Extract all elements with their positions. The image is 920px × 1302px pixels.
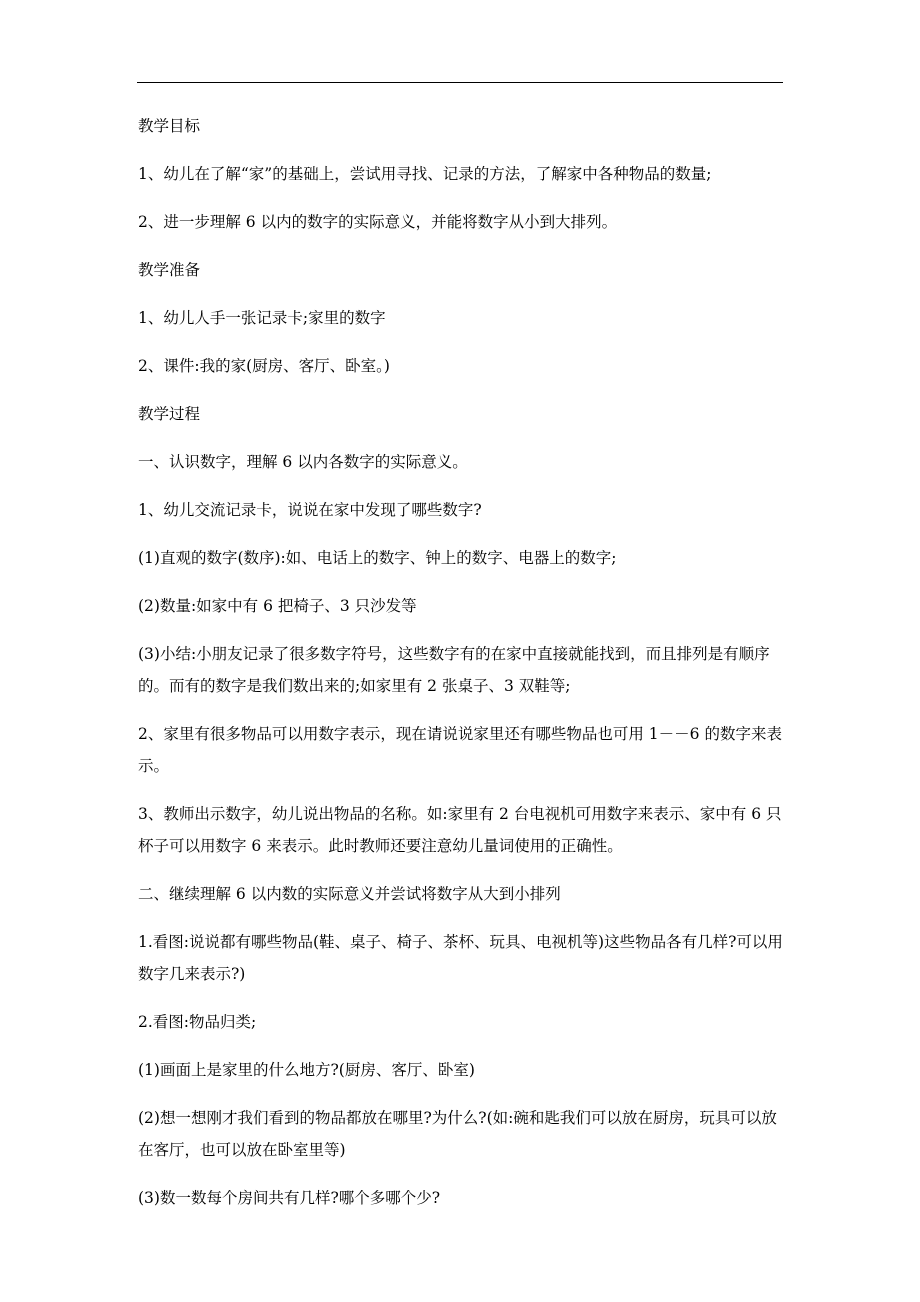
paragraph: 3、教师出示数字，幼儿说出物品的名称。如:家里有 2 台电视机可用数字来表示、家中有 6 只杯子可以用数字 6 来表示。此时教师还要注意幼儿量词使用的正确性。	[138, 805, 782, 855]
paragraph: 一、认识数字，理解 6 以内各数字的实际意义。	[138, 453, 468, 471]
paragraph: 2.看图:物品归类;	[138, 1013, 257, 1031]
paragraph: 1.看图:说说都有哪些物品(鞋、桌子、椅子、茶杯、玩具、电视机等)这些物品各有几样?可以用数字几来表示?)	[138, 933, 783, 983]
paragraph: 二、继续理解 6 以内数的实际意义并尝试将数字从大到小排列	[138, 885, 561, 903]
paragraph: (1)直观的数字(数序):如、电话上的数字、钟上的数字、电器上的数字;	[138, 549, 617, 567]
heading-teaching-goals: 教学目标	[138, 117, 201, 135]
paragraph: 1、幼儿交流记录卡，说说在家中发现了哪些数字?	[138, 501, 482, 519]
paragraph: (2)想一想刚才我们看到的物品都放在哪里?为什么?(如:碗和匙我们可以放在厨房，玩具可以放在客厅，也可以放在卧室里等)	[138, 1109, 777, 1159]
paragraph: 2、进一步理解 6 以内的数字的实际意义，并能将数字从小到大排列。	[138, 213, 618, 231]
paragraph: 1、幼儿在了解“家”的基础上，尝试用寻找、记录的方法，了解家中各种物品的数量;	[138, 165, 712, 183]
heading-teaching-preparation: 教学准备	[138, 261, 201, 279]
paragraph: 2、课件:我的家(厨房、客厅、卧室。)	[138, 357, 390, 375]
paragraph: (2)数量:如家中有 6 把椅子、3 只沙发等	[138, 597, 417, 615]
paragraph: 1、幼儿人手一张记录卡;家里的数字	[138, 309, 386, 327]
paragraph: (3)数一数每个房间共有几样?哪个多哪个少?	[138, 1189, 441, 1207]
document-body	[138, 110, 784, 1230]
paragraph: 2、家里有很多物品可以用数字表示，现在请说说家里还有哪些物品也可用 1－－6 的数字来表示。	[138, 725, 782, 775]
heading-teaching-process: 教学过程	[138, 405, 201, 423]
paragraph: (3)小结:小朋友记录了很多数字符号，这些数字有的在家中直接就能找到，而且排列是有顺序的。而有的数字是我们数出来的;如家里有 2 张桌子、3 双鞋等;	[138, 645, 770, 695]
header-rule	[137, 82, 783, 83]
paragraph: (1)画面上是家里的什么地方?(厨房、客厅、卧室)	[138, 1061, 475, 1079]
